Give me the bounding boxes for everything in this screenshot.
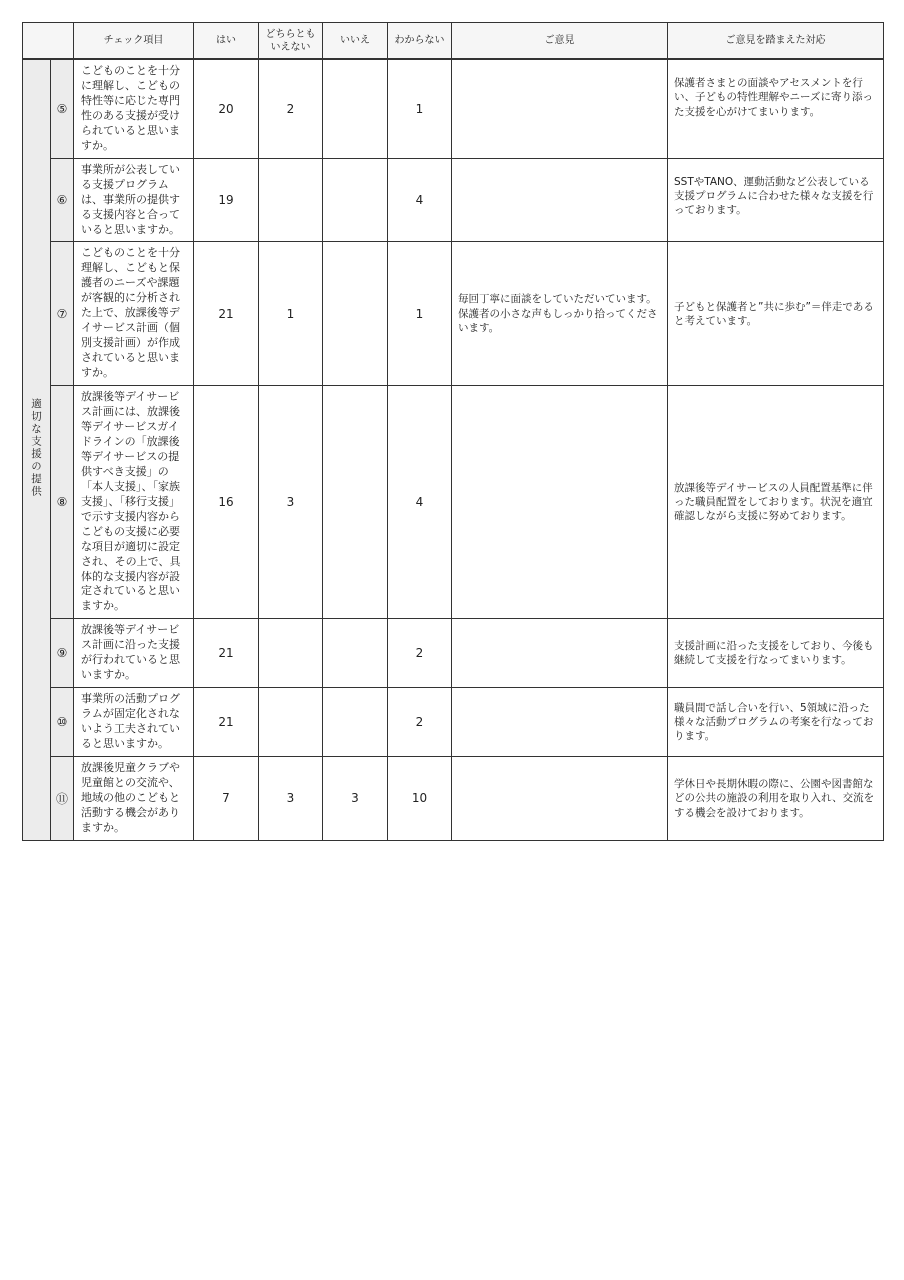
yes-count: 16 (194, 386, 259, 619)
neutral-count: 2 (259, 59, 323, 158)
category-label: 適切な支援の提供 (30, 398, 42, 499)
item-number: ⑤ (51, 59, 74, 158)
response-text: 支援計画に沿った支援をしており、今後も継続して支援を行なってまいります。 (668, 619, 884, 688)
header-no: いいえ (323, 23, 388, 60)
header-response: ご意見を踏まえた対応 (668, 23, 884, 60)
header-blank (23, 23, 74, 60)
table-row (23, 158, 884, 242)
yes-count: 21 (194, 242, 259, 386)
header-neutral (259, 23, 323, 60)
question-text: こどものことを十分理解し、こどもと保護者のニーズや課題が客観的に分析された上で、放課後等デイサービス計画（個別支援計画）が作成されていると思いますか。 (74, 242, 194, 386)
table-row (23, 386, 884, 619)
response-text: 職員間で話し合いを行い、5領域に沿った様々な活動プログラムの考案を行なっております。 (668, 688, 884, 757)
table-row (23, 619, 884, 688)
opinion-text (452, 158, 668, 242)
yes-count: 7 (194, 756, 259, 840)
table-row (23, 59, 884, 158)
unknown-count: 4 (388, 158, 452, 242)
neutral-count: 1 (259, 242, 323, 386)
no-count (323, 158, 388, 242)
question-text: 放課後児童クラブや児童館との交流や、地域の他のこどもと活動する機会がありますか。 (74, 756, 194, 840)
header-unknown: わからない (388, 23, 452, 60)
opinion-text (452, 619, 668, 688)
item-number: ⑨ (51, 619, 74, 688)
unknown-count: 1 (388, 242, 452, 386)
unknown-count: 10 (388, 756, 452, 840)
yes-count: 21 (194, 688, 259, 757)
item-number: ⑦ (51, 242, 74, 386)
yes-count: 20 (194, 59, 259, 158)
question-text: 事業所が公表している支援プログラムは、事業所の提供する支援内容と合っていると思いますか。 (74, 158, 194, 242)
neutral-count: 3 (259, 386, 323, 619)
header-neutral-label: どちらとも いえない (265, 28, 316, 53)
response-text: SSTやTANO、運動活動など公表している支援プログラムに合わせた様々な支援を行っております。 (668, 158, 884, 242)
opinion-text (452, 59, 668, 158)
unknown-count: 2 (388, 619, 452, 688)
unknown-count: 1 (388, 59, 452, 158)
header-check-item: チェック項目 (74, 23, 194, 60)
item-number: ⑥ (51, 158, 74, 242)
question-text: 事業所の活動プログラムが固定化されないよう工夫されていると思いますか。 (74, 688, 194, 757)
no-count (323, 688, 388, 757)
no-count (323, 242, 388, 386)
no-count (323, 386, 388, 619)
opinion-text (452, 756, 668, 840)
item-number: ⑩ (51, 688, 74, 757)
response-text: 学休日や長期休暇の際に、公園や図書館などの公共の施設の利用を取り入れ、交流をする機会を設けております。 (668, 756, 884, 840)
header-yes: はい (194, 23, 259, 60)
no-count: 3 (323, 756, 388, 840)
response-text: 放課後等デイサービスの人員配置基準に伴った職員配置をしております。状況を適宜確認しながら支援に努めております。 (668, 386, 884, 619)
no-count (323, 619, 388, 688)
table-row (23, 242, 884, 386)
question-text: こどものことを十分に理解し、こどもの特性等に応じた専門性のある支援が受けられていると思いますか。 (74, 59, 194, 158)
header-opinion: ご意見 (452, 23, 668, 60)
opinion-text (452, 688, 668, 757)
neutral-count (259, 688, 323, 757)
opinion-text: 毎回丁寧に面談をしていただいています。保護者の小さな声もしっかり拾ってくださいます。 (452, 242, 668, 386)
survey-table (22, 22, 884, 841)
question-text: 放課後等デイサービス計画には、放課後等デイサービスガイドラインの「放課後等デイサービスの提供すべき支援」の「本人支援」、「家族支援」、「移行支援」で示す支援内容からこどもの支援に必要な項目が適切に設定され、その上で、具体的な支援内容が設定されていると思いますか。 (74, 386, 194, 619)
unknown-count: 2 (388, 688, 452, 757)
item-number: ⑧ (51, 386, 74, 619)
header-row (23, 23, 884, 60)
no-count (323, 59, 388, 158)
yes-count: 19 (194, 158, 259, 242)
response-text: 保護者さまとの面談やアセスメントを行い、子どもの特性理解やニーズに寄り添った支援を心がけてまいります。 (668, 59, 884, 158)
item-number: ⑪ (51, 756, 74, 840)
neutral-count: 3 (259, 756, 323, 840)
question-text: 放課後等デイサービス計画に沿った支援が行われていると思いますか。 (74, 619, 194, 688)
category-cell (23, 59, 51, 840)
opinion-text (452, 386, 668, 619)
response-text: 子どもと保護者と”共に歩む”＝伴走であると考えています。 (668, 242, 884, 386)
yes-count: 21 (194, 619, 259, 688)
neutral-count (259, 158, 323, 242)
table-row (23, 688, 884, 757)
neutral-count (259, 619, 323, 688)
unknown-count: 4 (388, 386, 452, 619)
table-row (23, 756, 884, 840)
